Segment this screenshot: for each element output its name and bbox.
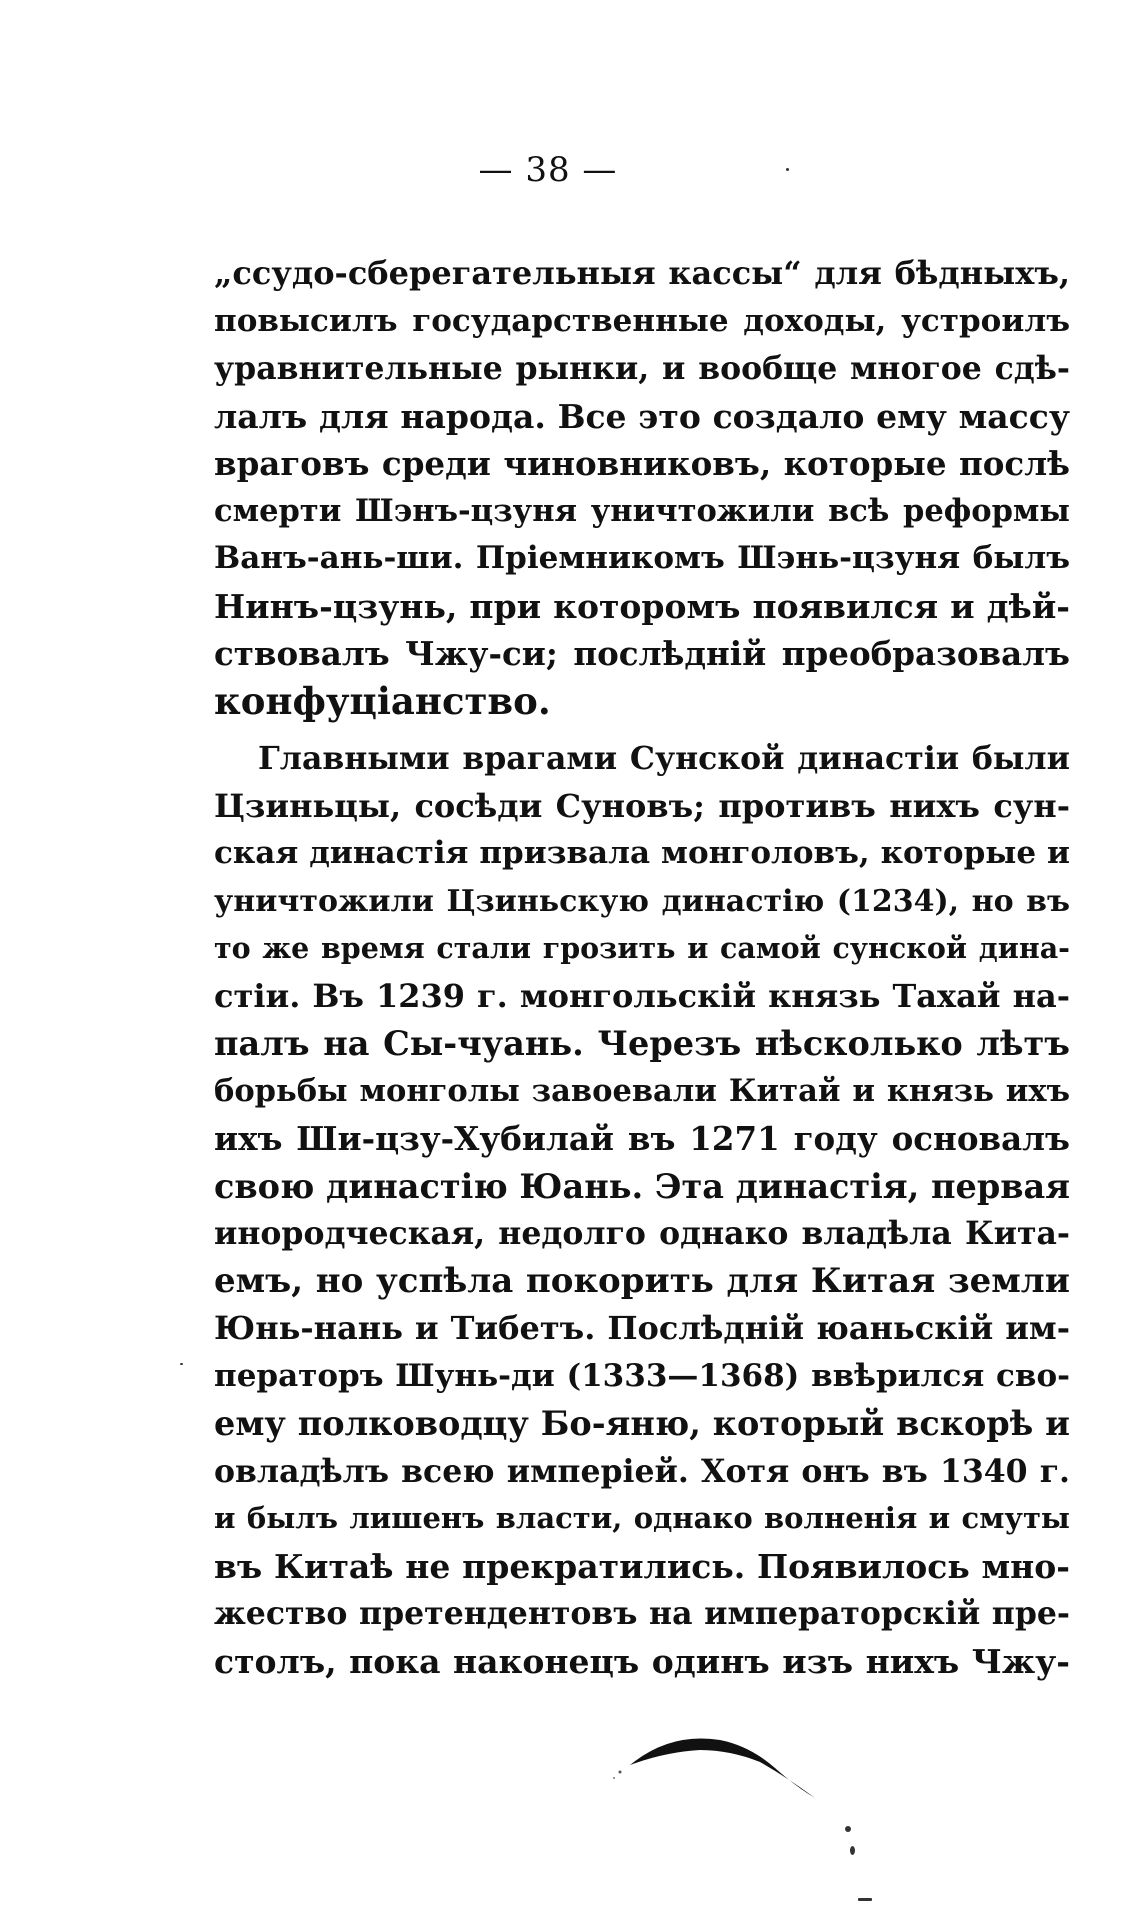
text-line: конфуціанство.: [214, 678, 551, 723]
stray-mark: [180, 1363, 183, 1365]
text-line: Цзиньцы, сосѣди Суновъ; противъ нихъ сун-: [214, 786, 1070, 825]
text-line: стіи. Въ 1239 г. монгольскій князь Тахай на-: [214, 976, 1070, 1015]
body-text: [214, 250, 1070, 1685]
paragraph-2: [214, 735, 1070, 1685]
text-line: ператоръ Шунь-ди (1333—1368) ввѣрился сво-: [214, 1357, 1070, 1394]
stray-mark: [845, 1826, 851, 1832]
text-line: ствовалъ Чжу-си; послѣдній преобразовалъ: [214, 634, 1070, 673]
text-line: ихъ Ши-цзу-Хубилай въ 1271 году основалъ: [214, 1119, 1070, 1158]
text-line: борьбы монголы завоевали Китай и князь ихъ: [214, 1072, 1070, 1109]
text-line: свою династію Юань. Эта династія, первая: [214, 1166, 1070, 1206]
text-line: столъ, пока наконецъ одинъ изъ нихъ Чжу-: [214, 1641, 1070, 1681]
text-line: жество претендентовъ на императорскій пре-: [214, 1595, 1070, 1632]
text-line: Нинъ-цзунь, при которомъ появился и дѣй-: [214, 586, 1070, 626]
text-line: и былъ лишенъ власти, однако волненія и смуты: [214, 1501, 1070, 1535]
text-line: Ванъ-ань-ши. Пріемникомъ Шэнь-цзуня былъ: [214, 540, 1070, 576]
text-line: палъ на Сы-чуань. Черезъ нѣсколько лѣтъ: [214, 1024, 1070, 1063]
text-line: повысилъ государственные доходы, устроилъ: [214, 302, 1070, 339]
text-line: емъ, но успѣла покорить для Китая земли: [214, 1260, 1070, 1301]
text-line: инородческая, недолго однако владѣла Кита-: [214, 1215, 1070, 1252]
text-line: ская династія призвала монголовъ, которые и: [214, 835, 1070, 871]
stray-mark: [858, 1898, 872, 1901]
text-line: смерти Шэнъ-цзуня уничтожили всѣ реформы: [214, 492, 1070, 529]
text-line: Главными врагами Сунской династіи были: [258, 740, 1070, 777]
text-line: то же время стали грозить и самой сунской дина-: [214, 931, 1070, 965]
text-line: лалъ для народа. Все это создало ему массу: [214, 396, 1070, 436]
ink-smudge-mark: [610, 1720, 840, 1800]
text-line: уравнительные рынки, и вообще многое сдѣ-: [214, 350, 1070, 387]
paragraph-1: [214, 250, 1070, 725]
text-line: Юнь-нань и Тибетъ. Послѣдній юаньскій им-: [214, 1309, 1070, 1347]
stray-mark: [850, 1846, 855, 1855]
stray-mark: [786, 168, 789, 171]
text-line: ему полководцу Бо-яню, который вскорѣ и: [214, 1404, 1070, 1443]
text-line: враговъ среди чиновниковъ, которые послѣ: [214, 444, 1070, 483]
text-line: овладѣлъ всею имперіей. Хотя онъ въ 1340 г.: [214, 1452, 1070, 1490]
text-line: „ссудо-сберегательныя кассы“ для бѣдныхъ,: [214, 254, 1070, 292]
text-line: въ Китаѣ не прекратились. Появилось мно-: [214, 1546, 1070, 1586]
text-line: уничтожили Цзиньскую династію (1234), но въ: [214, 883, 1070, 919]
page-number: — 38 —: [478, 150, 618, 190]
